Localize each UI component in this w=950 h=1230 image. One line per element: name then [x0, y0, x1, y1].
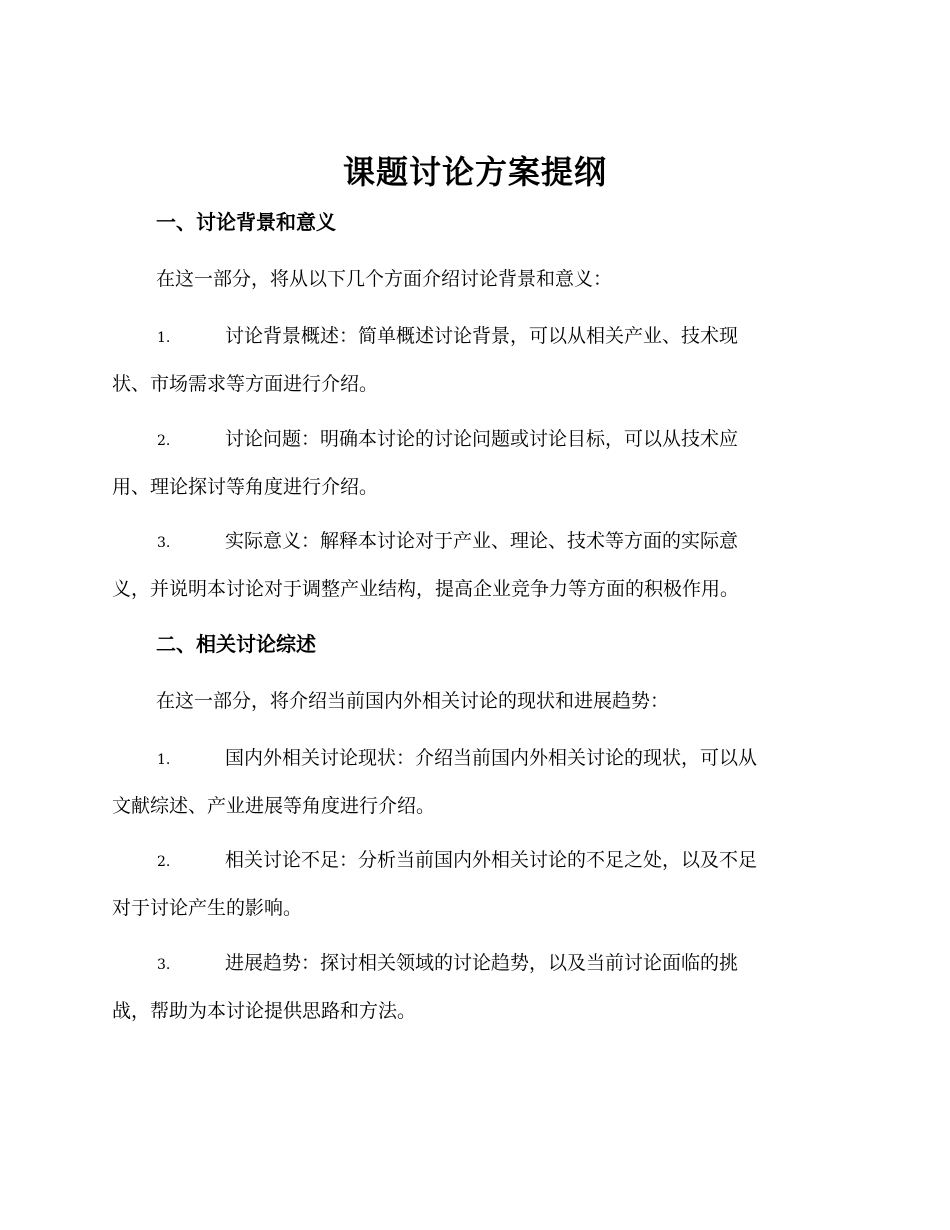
list-item-first-line — [112, 416, 836, 464]
list-item-text: 实际意义：解释本讨论对于产业、理论、技术等方面的实际意 — [225, 530, 739, 552]
list-item — [112, 940, 836, 1034]
list-item — [112, 313, 836, 407]
list-item-first-line — [112, 940, 836, 988]
list-item-continuation: 状、市场需求等方面进行介绍。 — [112, 373, 379, 395]
document-title: 课题讨论方案提纲 — [342, 153, 607, 191]
list-item-continuation: 文献综述、产业进展等角度进行介绍。 — [112, 795, 436, 817]
list-item-text: 相关讨论不足：分析当前国内外相关讨论的不足之处，以及不足 — [225, 849, 758, 871]
list-item-text: 进展趋势：探讨相关领域的讨论趋势，以及当前讨论面临的挑 — [225, 952, 739, 974]
section-intro: 在这一部分，将介绍当前国内外相关讨论的现状和进展趋势： — [156, 690, 670, 712]
list-item-first-line — [112, 313, 836, 361]
list-item — [112, 416, 836, 510]
list-item-first-line — [112, 518, 836, 566]
list-item-number: 2. — [157, 854, 171, 870]
list-item-number: 3. — [157, 535, 171, 551]
section-heading: 二、相关讨论综述 — [156, 632, 316, 656]
list-item-number: 1. — [157, 330, 171, 346]
list-item-text: 讨论问题：明确本讨论的讨论问题或讨论目标，可以从技术应 — [225, 428, 739, 450]
list-item — [112, 518, 836, 612]
list-item-first-line — [112, 837, 836, 885]
section-heading: 一、讨论背景和意义 — [156, 210, 336, 234]
list-item-continuation: 用、理论探讨等角度进行介绍。 — [112, 476, 379, 498]
list-item-number: 3. — [157, 957, 171, 973]
list-item-text: 讨论背景概述：简单概述讨论背景，可以从相关产业、技术现 — [225, 325, 739, 347]
list-item-first-line — [112, 735, 836, 783]
list-item-text: 国内外相关讨论现状：介绍当前国内外相关讨论的现状，可以从 — [225, 747, 758, 769]
list-item-continuation: 义，并说明本讨论对于调整产业结构，提高企业竞争力等方面的积极作用。 — [112, 578, 740, 600]
list-item-number: 2. — [157, 433, 171, 449]
list-item — [112, 735, 836, 829]
list-item-continuation: 对于讨论产生的影响。 — [112, 897, 303, 919]
list-item-continuation: 战，帮助为本讨论提供思路和方法。 — [112, 1000, 417, 1022]
list-item-number: 1. — [157, 752, 171, 768]
list-item — [112, 837, 836, 931]
section-intro: 在这一部分，将从以下几个方面介绍讨论背景和意义： — [156, 268, 613, 290]
